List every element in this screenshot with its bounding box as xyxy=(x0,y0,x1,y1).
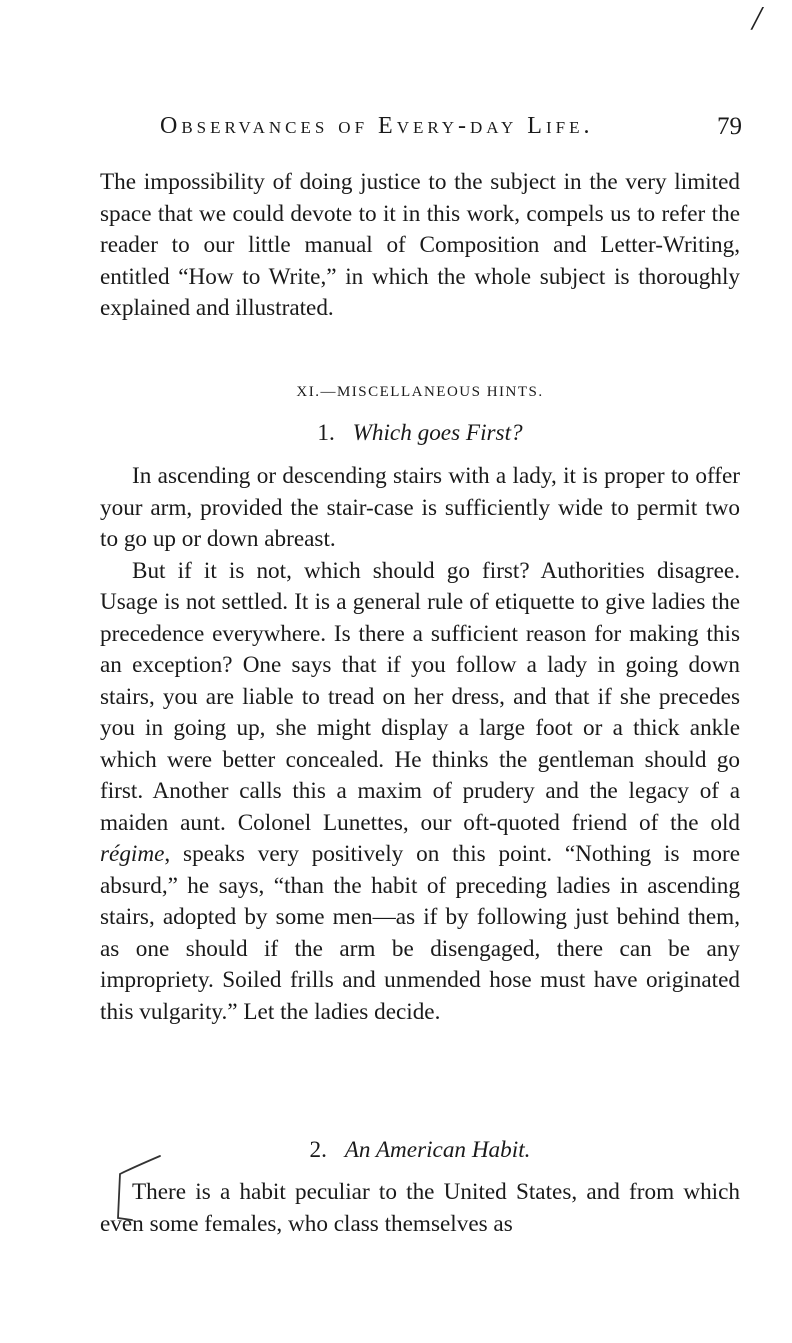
subsection-title: An American Habit. xyxy=(344,1137,531,1163)
subsection-body-2 xyxy=(100,1177,740,1240)
section-heading: XI.—MISCELLANEOUS HINTS. xyxy=(296,384,544,400)
subsection-heading-2 xyxy=(100,1137,740,1164)
pencil-slash-mark: / xyxy=(752,0,762,37)
paragraph-text: , speaks very positively on this point. “Nothing is more absurd,” he says, “than the habit of preceding ladies in ascending stairs, adopted by some men—as if by following just behind them, as one should if the arm be disengaged, there can be any impropriety. Soiled frills and unmended hose must have originated this vulgarity.” Let the ladies decide. xyxy=(100,841,740,1025)
subsection-number: 1. xyxy=(317,420,335,446)
paragraph-text: But if it is not, which should go first? Authorities disagree. Usage is not settled. It is a general rule of etiquette to give ladies the precedence everywhere. Is there a sufficient reason for making this an exception? One says that if you follow a lady in going down stairs, you are liable to tread on her dress, and that if she precedes you in going up, she might display a large foot or a thick ankle which were better concealed. He thinks the gentleman should go first. Another calls this a maxim of prudery and the legacy of a maiden aunt. Colonel Lunettes, our oft-quoted friend of the old xyxy=(100,557,740,836)
intro-paragraph: The impossibility of doing justice to the subject in the very limited space that we could devote to it in this work, compels us to refer the reader to our little manual of Composition and Letter-Writing, entitled “How to Write,” in which the whole subject is thoroughly explained and illustrated. xyxy=(100,169,740,321)
intro-section xyxy=(100,167,740,325)
running-head xyxy=(160,113,742,147)
subsection-body-1 xyxy=(100,461,740,1028)
subsection-title: Which goes First? xyxy=(352,420,523,446)
body-paragraph xyxy=(100,556,740,1029)
page-number: 79 xyxy=(717,113,742,140)
running-title: Observances of Every-day Life. xyxy=(160,113,594,139)
body-paragraph: In ascending or descending stairs with a lady, it is proper to offer your arm, provided the stair-case is sufficiently wide to permit two to go up or down abreast. xyxy=(100,463,740,552)
body-paragraph: There is a habit peculiar to the United States, and from which even some females, who class themselves as xyxy=(100,1179,740,1237)
subsection-number: 2. xyxy=(309,1137,327,1163)
subsection-heading-1 xyxy=(100,420,740,447)
italic-term: régime xyxy=(100,841,165,867)
